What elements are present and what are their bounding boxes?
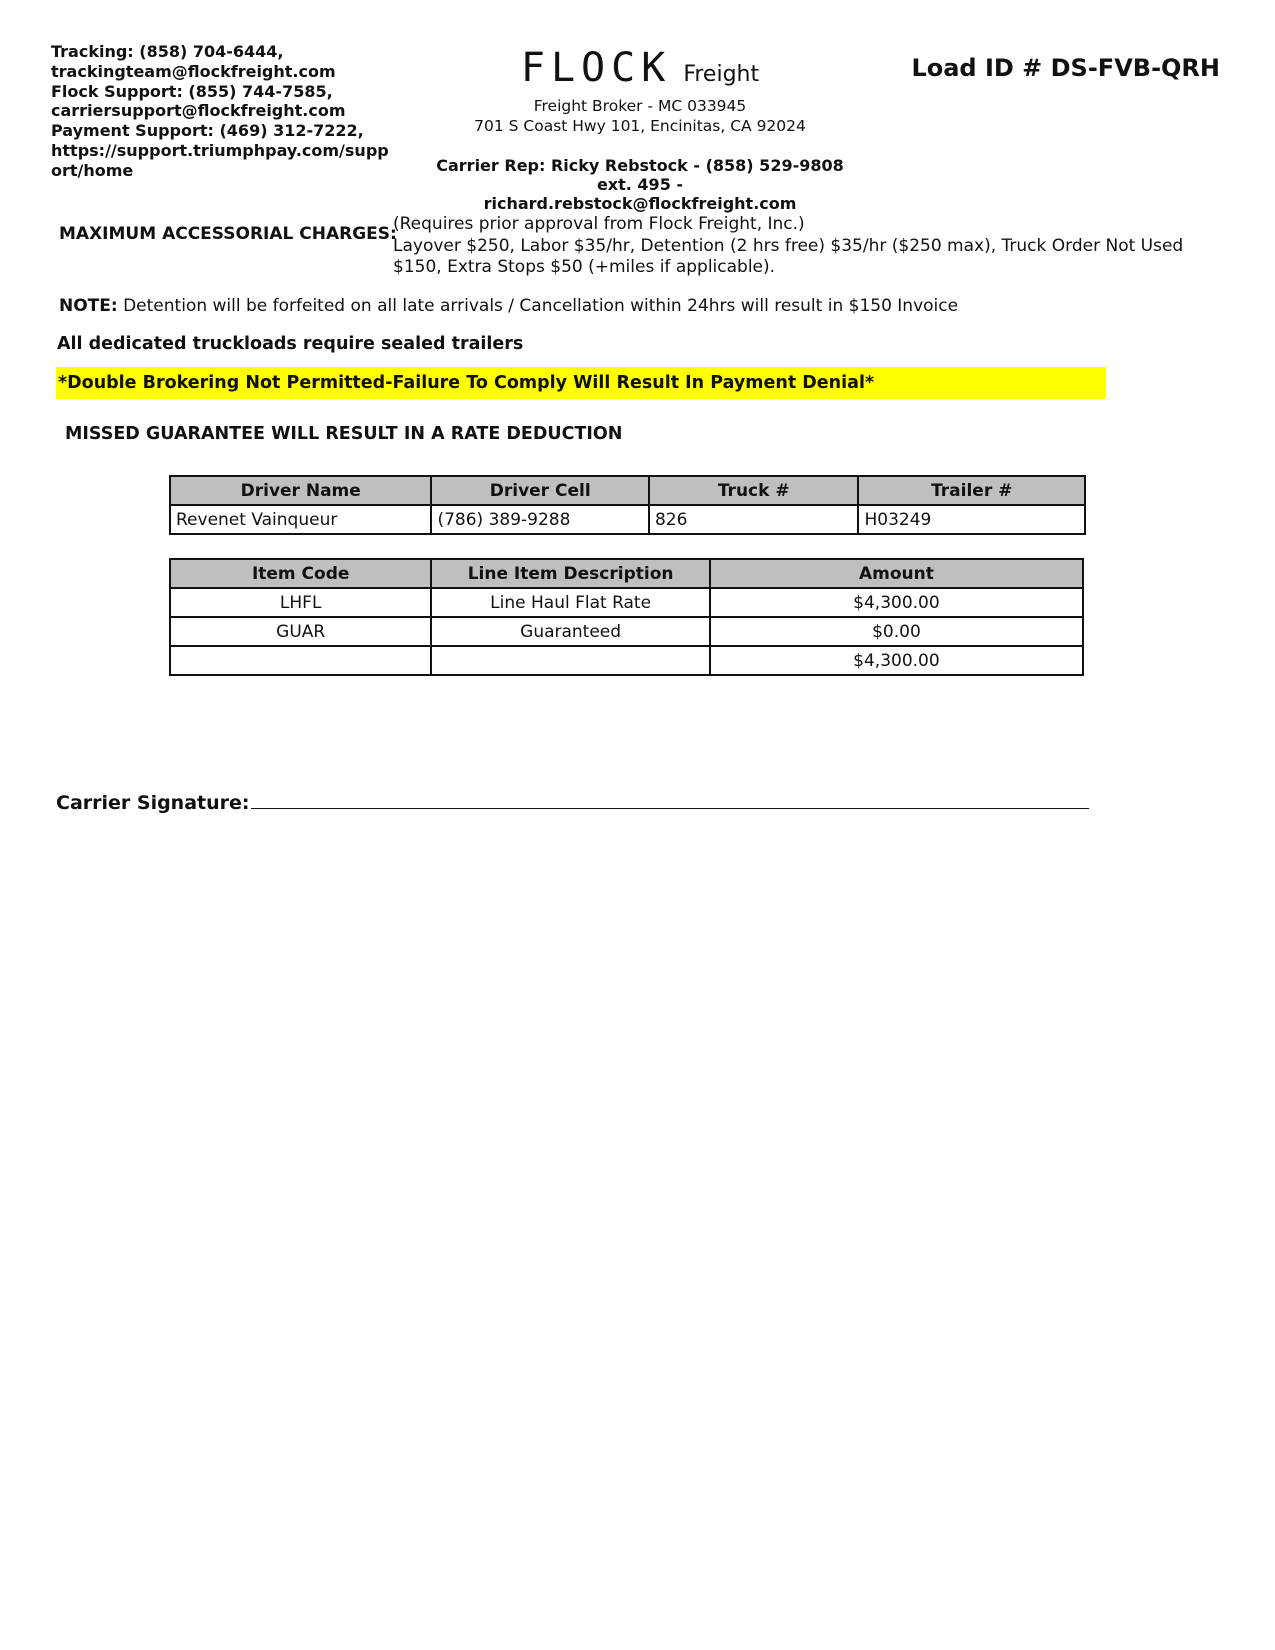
item-code: GUAR bbox=[170, 617, 431, 646]
company-logo bbox=[420, 40, 860, 90]
driver-cell: (786) 389-9288 bbox=[431, 505, 649, 534]
item-code: LHFL bbox=[170, 588, 431, 617]
driver-table bbox=[169, 475, 1086, 535]
total-row bbox=[170, 646, 1083, 675]
table-row bbox=[170, 505, 1085, 534]
signature-label: Carrier Signature: bbox=[56, 792, 250, 814]
item-amount: $0.00 bbox=[710, 617, 1083, 646]
table-row bbox=[170, 588, 1083, 617]
note-text: Detention will be forfeited on all late arrivals / Cancellation within 24hrs will result in $150 Invoice bbox=[117, 296, 959, 316]
items-table-header bbox=[170, 559, 1083, 588]
header-item-code: Item Code bbox=[170, 559, 431, 588]
carrier-rep-line2: richard.rebstock@flockfreight.com bbox=[483, 194, 797, 213]
note bbox=[59, 296, 958, 316]
payment-phone: Payment Support: (469) 312-7222, bbox=[51, 121, 364, 141]
line-items-table bbox=[169, 558, 1084, 676]
support-phone: Flock Support: (855) 744-7585, bbox=[51, 81, 333, 101]
accessorial-label: MAXIMUM ACCESSORIAL CHARGES: bbox=[59, 224, 397, 244]
item-description: Line Haul Flat Rate bbox=[431, 588, 710, 617]
logo-subtitle: Freight bbox=[683, 62, 760, 87]
contact-block bbox=[51, 42, 391, 181]
tracking-phone: Tracking: (858) 704-6444, bbox=[51, 42, 284, 61]
accessorial-approval: (Requires prior approval from Flock Freight, Inc.) bbox=[393, 214, 805, 234]
sealed-trailers-notice: All dedicated truckloads require sealed trailers bbox=[57, 334, 524, 354]
header-truck: Truck # bbox=[649, 476, 859, 505]
note-label: NOTE: bbox=[59, 296, 118, 316]
accessorial-charges: Layover $250, Labor $35/hr, Detention (2 hrs free) $35/hr ($250 max), Truck Order Not Used $150, Extra Stops $50 (+miles if applicable). bbox=[393, 235, 1184, 277]
total-amount: $4,300.00 bbox=[710, 646, 1083, 675]
header-amount: Amount bbox=[710, 559, 1083, 588]
signature-line[interactable] bbox=[251, 790, 1089, 809]
double-brokering-warning: *Double Brokering Not Permitted-Failure To Comply Will Result In Payment Denial* bbox=[56, 367, 1106, 399]
item-code bbox=[170, 646, 431, 675]
carrier-signature bbox=[56, 790, 1089, 814]
header-driver-cell: Driver Cell bbox=[431, 476, 649, 505]
item-description: Guaranteed bbox=[431, 617, 710, 646]
truck-number: 826 bbox=[649, 505, 859, 534]
support-email: carriersupport@flockfreight.com bbox=[51, 101, 346, 121]
trailer-number: H03249 bbox=[858, 505, 1085, 534]
broker-line: Freight Broker - MC 033945 bbox=[533, 97, 747, 115]
table-row bbox=[170, 617, 1083, 646]
missed-guarantee-notice: MISSED GUARANTEE WILL RESULT IN A RATE DEDUCTION bbox=[65, 424, 623, 444]
load-id: Load ID # DS-FVB-QRH bbox=[911, 54, 1220, 82]
item-amount: $4,300.00 bbox=[710, 588, 1083, 617]
company-header bbox=[420, 40, 860, 213]
accessorial-body bbox=[393, 214, 1213, 279]
carrier-rep-line1: Carrier Rep: Ricky Rebstock - (858) 529-9808 ext. 495 - bbox=[436, 156, 844, 194]
address-line: 701 S Coast Hwy 101, Encinitas, CA 92024 bbox=[474, 117, 806, 135]
header-driver-name: Driver Name bbox=[170, 476, 431, 505]
header-trailer: Trailer # bbox=[858, 476, 1085, 505]
logo-wordmark: FLOCK bbox=[520, 45, 672, 91]
tracking-email: trackingteam@flockfreight.com bbox=[51, 61, 336, 81]
item-description bbox=[431, 646, 710, 675]
driver-name: Revenet Vainqueur bbox=[170, 505, 431, 534]
payment-url: https://support.triumphpay.com/support/home bbox=[51, 140, 389, 180]
driver-table-header bbox=[170, 476, 1085, 505]
header-line-item-description: Line Item Description bbox=[431, 559, 710, 588]
